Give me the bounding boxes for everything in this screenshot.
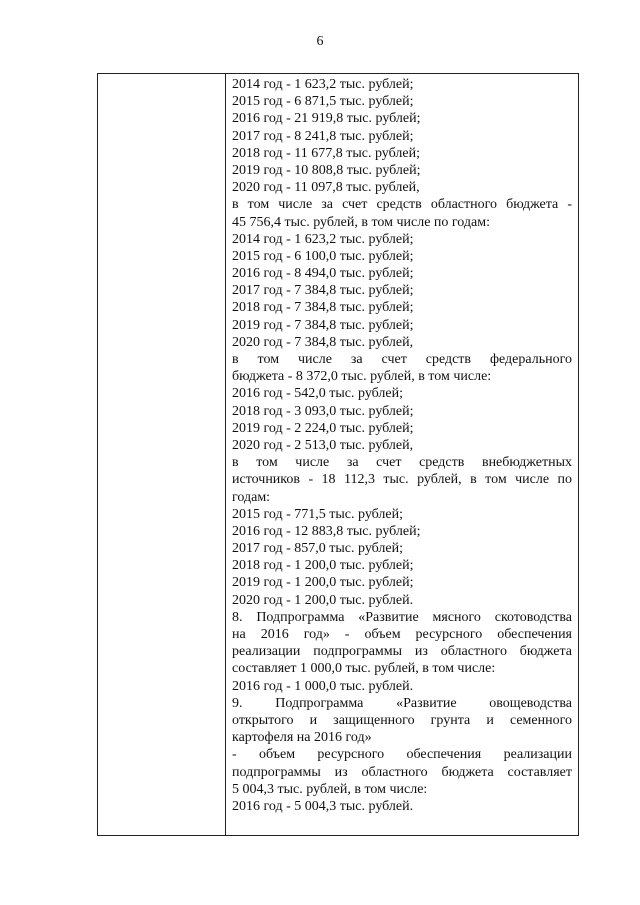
text-line: составляет 1 000,0 тыс. рублей, в том числе: (232, 661, 496, 677)
text-line: 2014 год - 1 623,2 тыс. рублей; (232, 231, 414, 247)
text-line: 2016 год - 542,0 тыс. рублей; (232, 386, 404, 402)
text-line: в том числе за счет средств федерального (232, 352, 572, 367)
text-line: годам: (232, 489, 271, 505)
text-line: 2016 год - 21 919,8 тыс. рублей; (232, 111, 421, 127)
text-line: подпрограммы из областного бюджета составляет (232, 764, 572, 780)
text-line: бюджета - 8 372,0 тыс. рублей, в том числе: (232, 369, 492, 385)
text-line: в том числе за счет средств областного бюджета - (232, 197, 572, 213)
text-line: картофеля на 2016 год» (232, 730, 372, 746)
text-line: 2015 год - 6 871,5 тыс. рублей; (232, 94, 414, 110)
text-line: источников - 18 112,3 тыс. рублей, в том числе по (232, 472, 572, 488)
table-left-cell (98, 74, 225, 835)
text-line: 2016 год - 1 000,0 тыс. рублей. (232, 678, 414, 694)
text-line: - объем ресурсного обеспечения реализации (232, 747, 572, 763)
text-line: 2019 год - 7 384,8 тыс. рублей; (232, 317, 414, 333)
text-line: 2017 год - 857,0 тыс. рублей; (232, 541, 404, 557)
text-line: 2018 год - 3 093,0 тыс. рублей; (232, 403, 414, 419)
text-line: 9. Подпрограмма «Развитие овощеводства (232, 695, 572, 711)
text-line: в том числе за счет средств внебюджетных (232, 455, 572, 471)
text-line: 2020 год - 2 513,0 тыс. рублей, (232, 437, 414, 453)
text-line: 2018 год - 1 200,0 тыс. рублей; (232, 558, 414, 574)
text-line: 5 004,3 тыс. рублей, в том числе: (232, 781, 428, 797)
text-line: 2020 год - 11 097,8 тыс. рублей, (232, 180, 420, 196)
text-line: 2016 год - 12 883,8 тыс. рублей; (232, 523, 421, 539)
text-line: 2015 год - 771,5 тыс. рублей; (232, 506, 404, 522)
table-right-cell (232, 76, 572, 815)
text-line: 45 756,4 тыс. рублей, в том числе по годам: (232, 214, 490, 230)
resource-table (97, 73, 579, 836)
text-line: реализации подпрограммы из областного бюджета (232, 644, 572, 660)
column-divider (225, 74, 226, 835)
text-line: 8. Подпрограмма «Развитие мясного скотоводства (232, 609, 572, 625)
text-line: 2019 год - 10 808,8 тыс. рублей; (232, 162, 421, 178)
text-line: 2019 год - 2 224,0 тыс. рублей; (232, 420, 414, 436)
text-line: 2015 год - 6 100,0 тыс. рублей; (232, 248, 414, 264)
text-line: на 2016 год» - объем ресурсного обеспечения (232, 627, 572, 642)
text-line: 2018 год - 11 677,8 тыс. рублей; (232, 145, 420, 161)
page-number: 6 (316, 34, 324, 49)
text-line: 2017 год - 8 241,8 тыс. рублей; (232, 128, 414, 144)
text-line: 2019 год - 1 200,0 тыс. рублей; (232, 575, 414, 591)
text-line: 2020 год - 7 384,8 тыс. рублей, (232, 334, 414, 350)
text-line: 2014 год - 1 623,2 тыс. рублей; (232, 77, 414, 92)
text-line: 2017 год - 7 384,8 тыс. рублей; (232, 283, 414, 299)
text-line: 2016 год - 5 004,3 тыс. рублей. (232, 798, 414, 814)
text-line: открытого и защищенного грунта и семенного (232, 712, 572, 728)
text-line: 2018 год - 7 384,8 тыс. рублей; (232, 300, 414, 316)
text-line: 2020 год - 1 200,0 тыс. рублей. (232, 592, 414, 608)
text-line: 2016 год - 8 494,0 тыс. рублей; (232, 266, 414, 282)
